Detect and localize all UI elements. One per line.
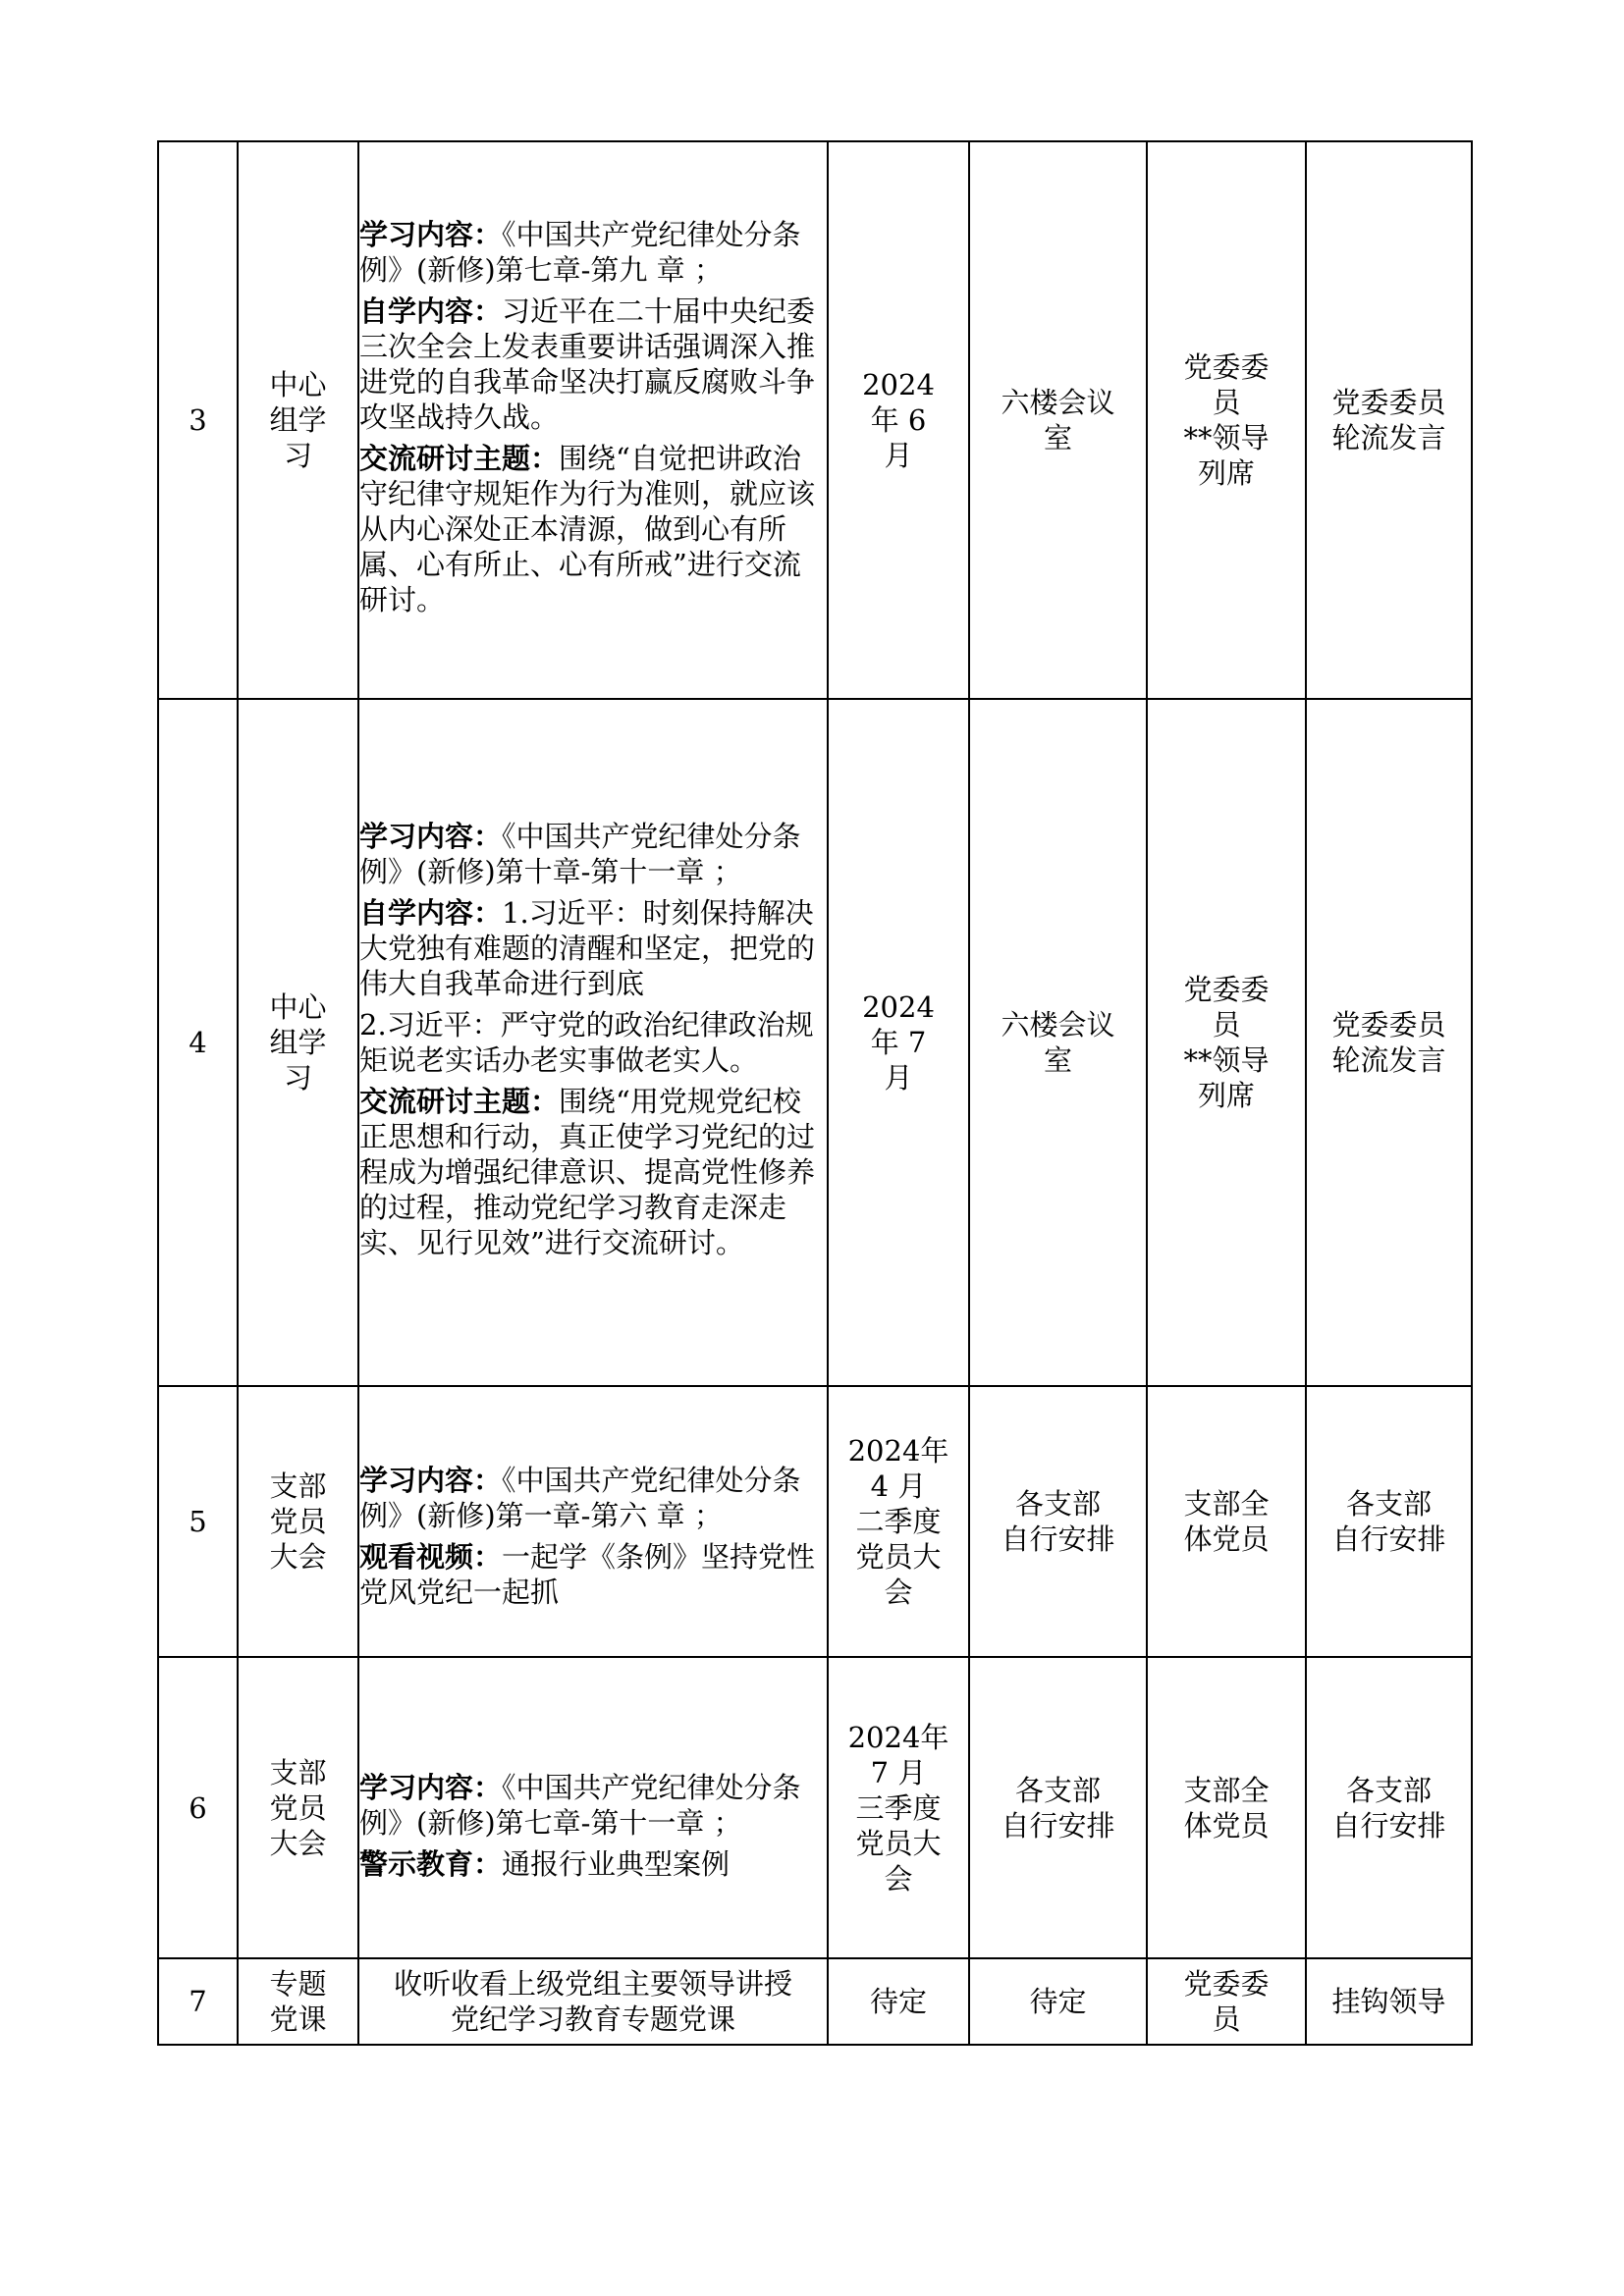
table-row [158,1657,1472,1958]
content-text: 《中国共产党纪律处分条例》(新修)第一章-第六 章 ； [359,1464,801,1532]
participants: 支部全 体党员 [1147,1386,1306,1657]
study-content [358,1386,828,1657]
content-paragraph [359,1084,827,1260]
study-content [358,699,828,1386]
participants: 支部全 体党员 [1147,1657,1306,1958]
content-paragraph [359,1846,827,1882]
row-number: 4 [158,699,238,1386]
study-time: 2024年 4 月 二季度 党员大 会 [828,1386,969,1657]
content-label: 交流研讨主题： [359,1085,560,1118]
table-row [158,141,1472,699]
study-time: 2024 年 6 月 [828,141,969,699]
speaker: 党委委员 轮流发言 [1306,141,1472,699]
content-text: 收听收看上级党组主要领导讲授党纪学习教育专题党课 [393,1967,792,2036]
content-label: 自学内容： [359,294,503,328]
speaker: 各支部 自行安排 [1306,1657,1472,1958]
content-text: 2.习近平：严守党的政治纪律政治规矩说老实话办老实事做老实人。 [359,1008,814,1077]
activity-type: 支部 党员 大会 [238,1386,358,1657]
content-paragraph [359,1539,827,1610]
study-content [358,1958,828,2045]
table-row [158,699,1472,1386]
row-number: 3 [158,141,238,699]
participants: 党委委 员 **领导 列席 [1147,699,1306,1386]
activity-type: 专题 党课 [238,1958,358,2045]
row-number: 7 [158,1958,238,2045]
content-paragraph [359,895,827,1001]
content-paragraph [359,294,827,435]
activity-type: 中心 组学 习 [238,141,358,699]
content-text: 一起学《条例》坚持党性党风党纪一起抓 [359,1540,816,1609]
table-row [158,1386,1472,1657]
content-text: 《中国共产党纪律处分条例》(新修)第七章-第九 章 ； [359,218,801,287]
study-content [358,141,828,699]
content-label: 观看视频： [359,1540,503,1574]
content-label: 交流研讨主题： [359,442,560,475]
content-text: 通报行业典型案例 [502,1846,731,1881]
location: 各支部 自行安排 [969,1657,1147,1958]
content-paragraph [359,1770,827,1841]
speaker: 党委委员 轮流发言 [1306,699,1472,1386]
study-time: 待定 [828,1958,969,2045]
content-text: 围绕“自觉把讲政治守纪律守规矩作为行为准则，就应该从内心深处正本清源，做到心有所属、心有所止、心有所戒”进行交流研讨。 [359,442,816,616]
row-number: 5 [158,1386,238,1657]
content-text: 习近平在二十届中央纪委三次全会上发表重要讲话强调深入推进党的自我革命坚决打赢反腐败斗争攻坚战持久战。 [359,294,816,434]
location: 待定 [969,1958,1147,2045]
content-paragraph [359,1007,827,1078]
study-plan-table [157,140,1473,2046]
content-label: 自学内容： [359,896,503,930]
speaker: 挂钩领导 [1306,1958,1472,2045]
content-text: 《中国共产党纪律处分条例》(新修)第七章-第十一章 ； [359,1770,801,1840]
row-number: 6 [158,1657,238,1958]
content-paragraph [359,819,827,889]
content-label: 学习内容： [359,820,503,853]
content-text: 围绕“用党规党纪校正思想和行动，真正使学习党纪的过程成为增强纪律意识、提高党性修养的过程，推动党纪学习教育走深走实、见行见效”进行交流研讨。 [359,1085,816,1259]
content-label: 学习内容： [359,218,503,251]
content-paragraph [359,217,827,288]
study-time: 2024年 7 月 三季度 党员大 会 [828,1657,969,1958]
content-label: 学习内容： [359,1464,503,1497]
speaker: 各支部 自行安排 [1306,1386,1472,1657]
study-time: 2024 年 7 月 [828,699,969,1386]
participants: 党委委 员 [1147,1958,1306,2045]
activity-type: 支部 党员 大会 [238,1657,358,1958]
content-text: 1.习近平：时刻保持解决大党独有难题的清醒和坚定，把党的伟大自我革命进行到底 [359,896,816,1000]
content-label: 学习内容： [359,1770,503,1804]
activity-type: 中心 组学 习 [238,699,358,1386]
content-text: 《中国共产党纪律处分条例》(新修)第十章-第十一章 ； [359,820,801,888]
location: 六楼会议 室 [969,699,1147,1386]
content-paragraph [359,441,827,617]
study-content [358,1657,828,1958]
location: 各支部 自行安排 [969,1386,1147,1657]
content-paragraph [359,1463,827,1533]
table-row [158,1958,1472,2045]
content-label: 警示教育： [359,1846,503,1881]
location: 六楼会议 室 [969,141,1147,699]
participants: 党委委 员 **领导 列席 [1147,141,1306,699]
